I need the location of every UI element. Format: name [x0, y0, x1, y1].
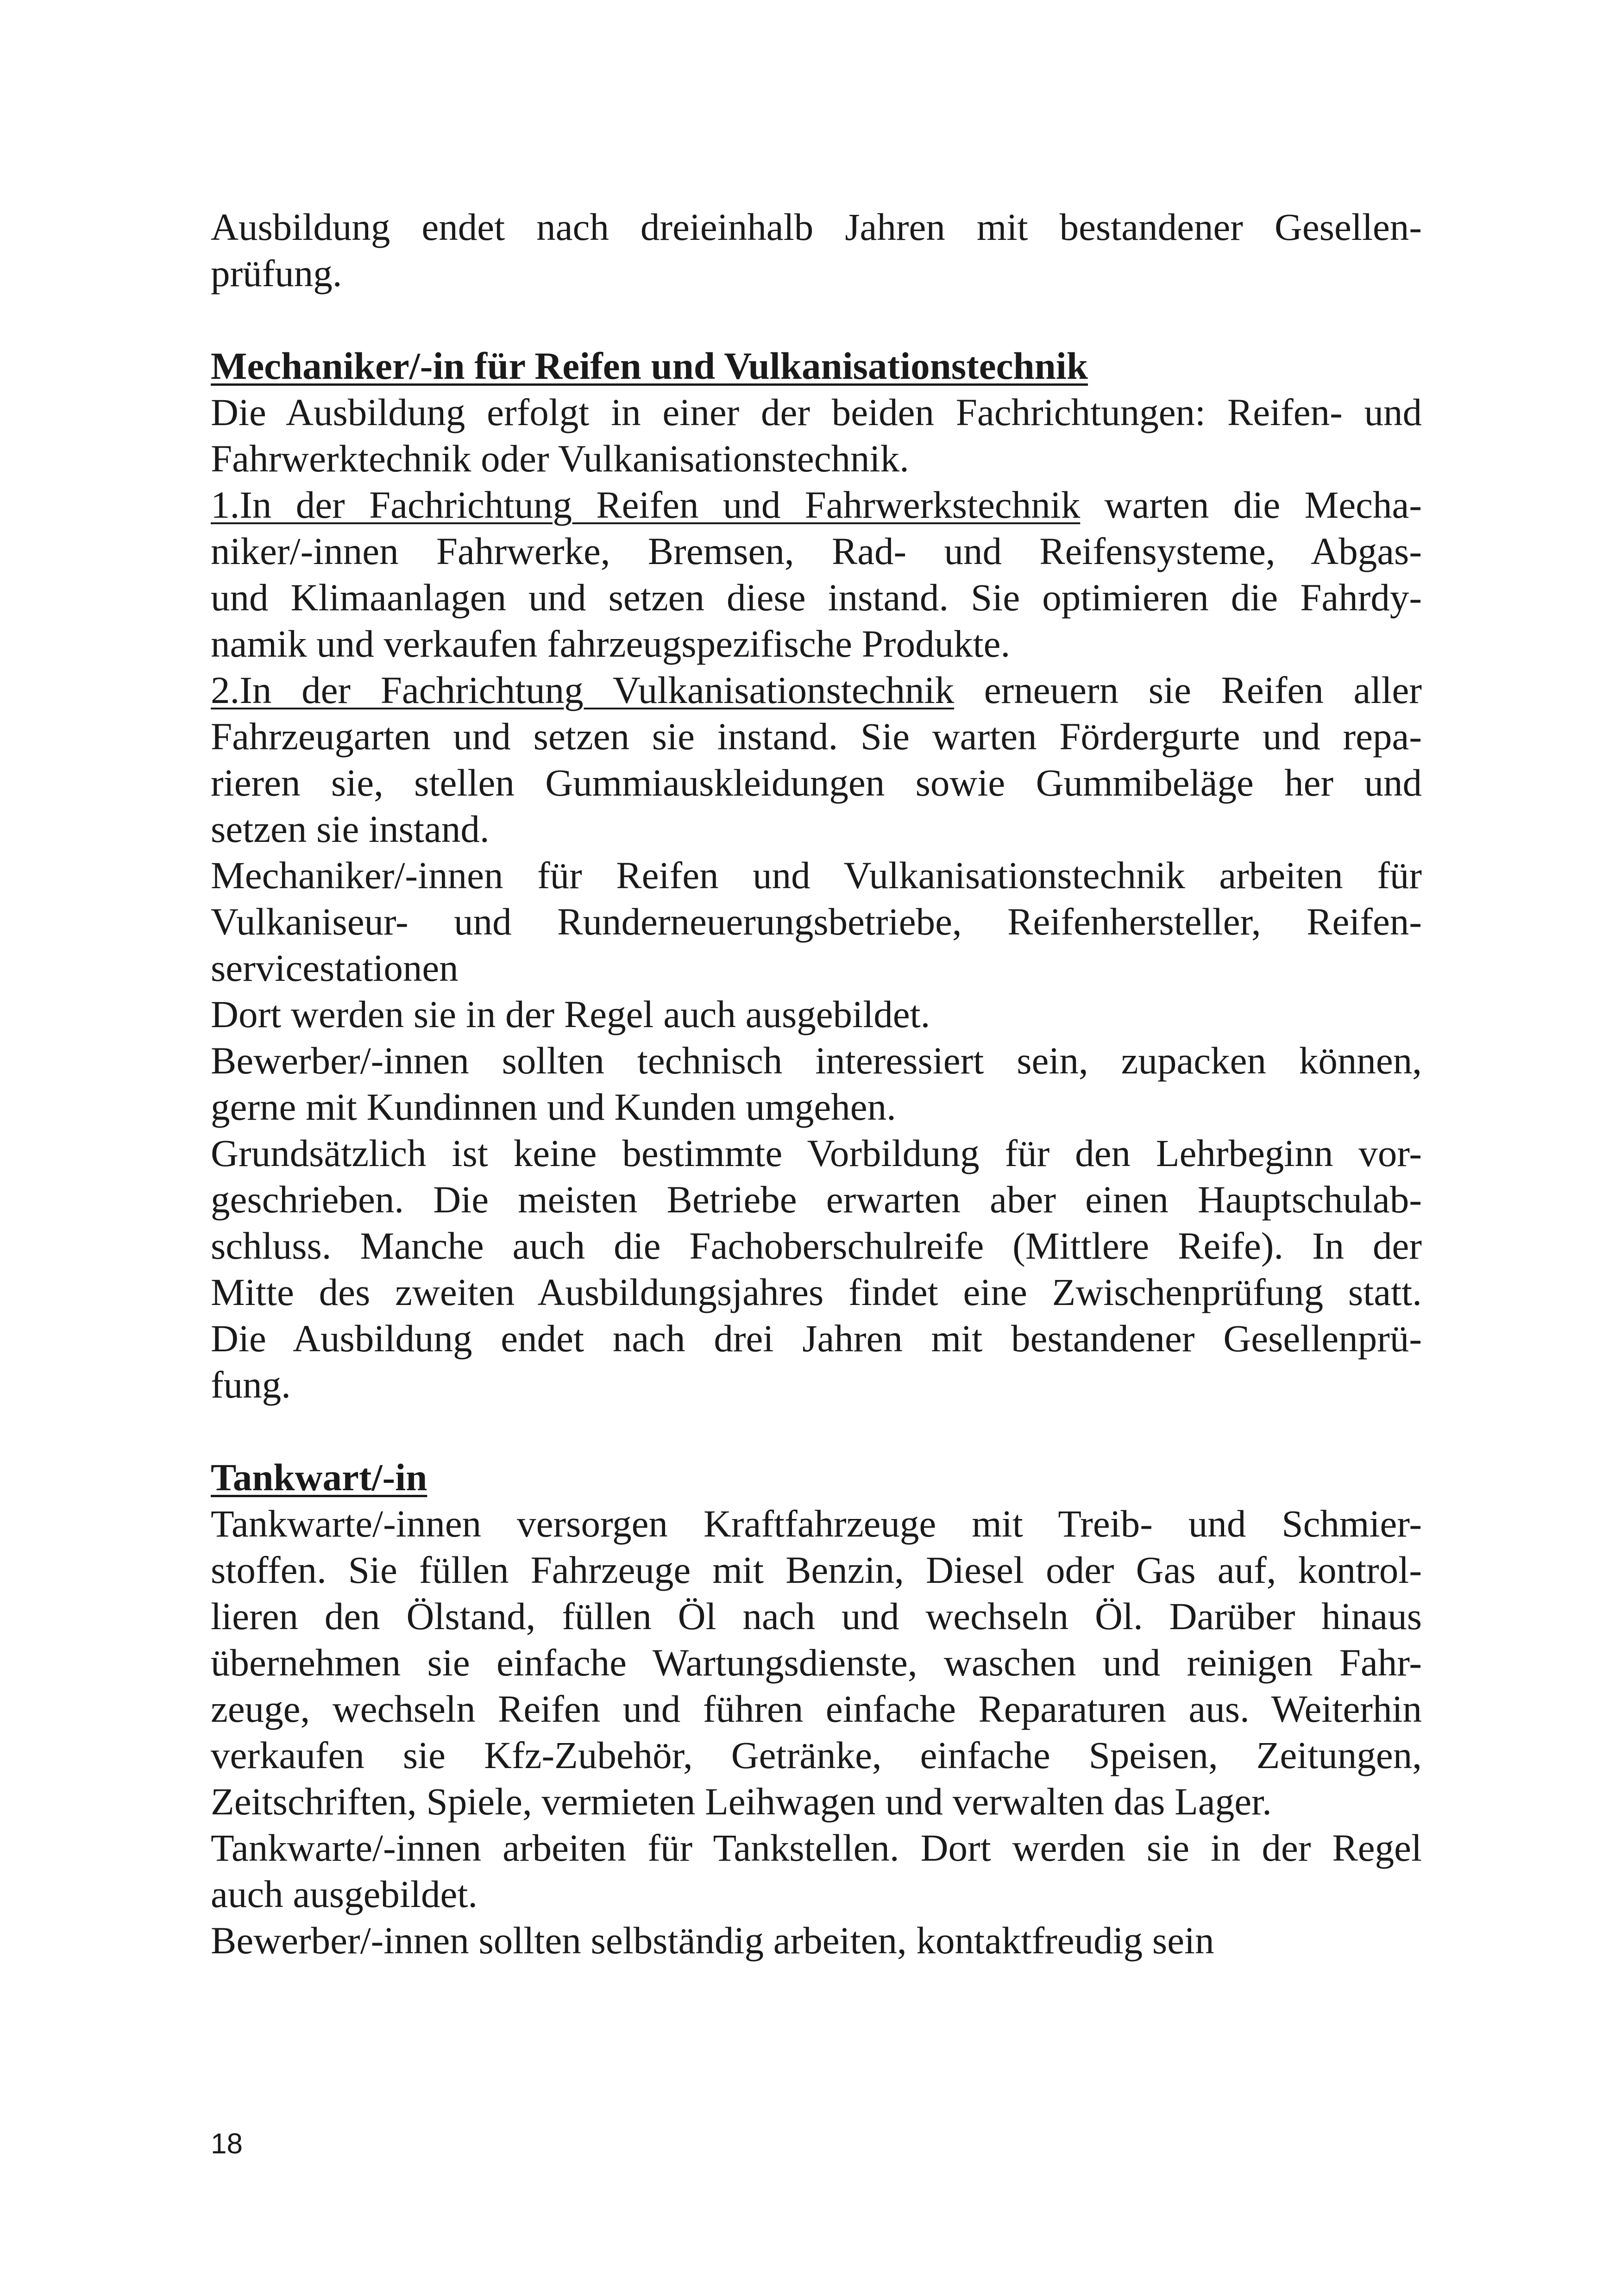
text-line: Die Ausbildung endet nach drei Jahren mit bestandener Gesellenprü- — [211, 1317, 1422, 1360]
fachrichtung-item-1-lines — [211, 528, 1422, 667]
page-number: 18 — [211, 2128, 243, 2160]
mechaniker-paragraph-1 — [211, 389, 1422, 482]
text-line: lieren den Ölstand, füllen Öl nach und wechseln Öl. Darüber hinaus — [211, 1595, 1422, 1637]
text-line: rieren sie, stellen Gummiauskleidungen sowie Gummibeläge her und — [211, 761, 1422, 804]
text-line: Fahrwerktechnik oder Vulkanisationstechnik. — [211, 437, 909, 480]
fachrichtung-1-underlined: 1.In der Fachrichtung Reifen und Fahrwerkstechnik — [211, 483, 1081, 526]
blank-line — [211, 296, 1422, 343]
text-line: Dort werden sie in der Regel auch ausgebildet. — [211, 993, 930, 1035]
fachrichtung-2-rest: erneuern sie Reifen aller — [954, 669, 1422, 711]
text-line: Ausbildung endet nach dreieinhalb Jahren mit bestandener Gesellen- — [211, 206, 1422, 248]
section-heading-mechaniker: Mechaniker/-in für Reifen und Vulkanisationstechnik — [211, 345, 1088, 387]
text-line: und Klimaanlagen und setzen diese instand. Sie optimieren die Fahrdy- — [211, 576, 1422, 619]
mechaniker-details — [211, 852, 1422, 1408]
document-page — [211, 204, 1422, 1964]
text-line: Mitte des zweiten Ausbildungsjahres findet eine Zwischenprüfung statt. — [211, 1271, 1422, 1313]
text-line: schluss. Manche auch die Fachoberschulreife (Mittlere Reife). In der — [211, 1224, 1422, 1267]
text-line: niker/-innen Fahrwerke, Bremsen, Rad- und Reifensysteme, Abgas- — [211, 530, 1422, 572]
blank-line — [211, 1408, 1422, 1454]
text-line: Mechaniker/-innen für Reifen und Vulkanisationstechnik arbeiten für — [211, 854, 1422, 897]
fachrichtung-item-2-first-line — [211, 667, 1422, 713]
text-line: setzen sie instand. — [211, 808, 490, 850]
fachrichtung-1-rest: warten die Mecha- — [1080, 483, 1422, 526]
text-line: verkaufen sie Kfz-Zubehör, Getränke, einfache Speisen, Zeitungen, — [211, 1734, 1422, 1776]
text-line: prüfung. — [211, 252, 342, 295]
text-line: stoffen. Sie füllen Fahrzeuge mit Benzin, Diesel oder Gas auf, kontrol- — [211, 1549, 1422, 1591]
text-line: Vulkaniseur- und Runderneuerungsbetriebe, Reifenhersteller, Reifen- — [211, 900, 1422, 943]
fachrichtung-2-underlined: 2.In der Fachrichtung Vulkanisationstechnik — [211, 669, 955, 711]
text-line: namik und verkaufen fahrzeugspezifische Produkte. — [211, 622, 1011, 665]
text-line: Grundsätzlich ist keine bestimmte Vorbildung für den Lehrbeginn vor- — [211, 1132, 1422, 1174]
text-line: fung. — [211, 1363, 291, 1406]
fachrichtung-item-2-lines — [211, 713, 1422, 852]
text-line: Tankwarte/-innen arbeiten für Tankstellen. Dort werden sie in der Regel — [211, 1826, 1422, 1869]
section-heading-tankwart: Tankwart/-in — [211, 1456, 427, 1499]
text-line: übernehmen sie einfache Wartungsdienste, waschen und reinigen Fahr- — [211, 1641, 1422, 1684]
text-line: Bewerber/-innen sollten selbständig arbeiten, kontaktfreudig sein — [211, 1919, 1214, 1962]
text-line: Tankwarte/-innen versorgen Kraftfahrzeuge mit Treib- und Schmier- — [211, 1502, 1422, 1545]
fachrichtung-item-1-first-line — [211, 482, 1422, 528]
text-line: auch ausgebildet. — [211, 1873, 478, 1915]
text-line: servicestationen — [211, 947, 459, 989]
text-line: Fahrzeugarten und setzen sie instand. Sie warten Fördergurte und repa- — [211, 715, 1422, 758]
text-line: zeuge, wechseln Reifen und führen einfache Reparaturen aus. Weiterhin — [211, 1687, 1422, 1730]
text-line: Bewerber/-innen sollten technisch interessiert sein, zupacken können, — [211, 1039, 1422, 1082]
intro-paragraph — [211, 204, 1422, 296]
text-line: gerne mit Kundinnen und Kunden umgehen. — [211, 1085, 896, 1128]
text-line: geschrieben. Die meisten Betriebe erwarten aber einen Hauptschulab- — [211, 1178, 1422, 1221]
section-mechaniker — [211, 343, 1422, 1408]
tankwart-paragraph — [211, 1500, 1422, 1964]
text-line: Zeitschriften, Spiele, vermieten Leihwagen und verwalten das Lager. — [211, 1780, 1272, 1823]
text-line: Die Ausbildung erfolgt in einer der beiden Fachrichtungen: Reifen- und — [211, 391, 1422, 433]
section-tankwart — [211, 1454, 1422, 1964]
